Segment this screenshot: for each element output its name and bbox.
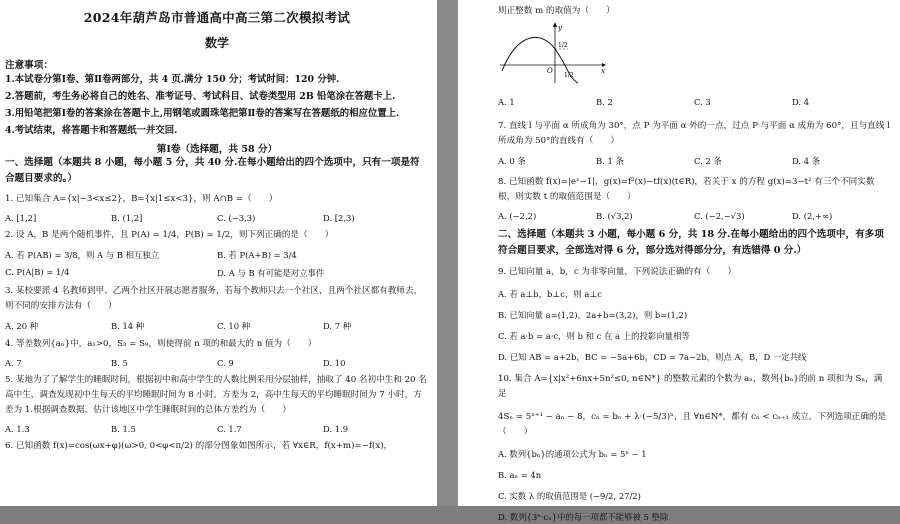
question-9: 9. 已知向量 a，b，c 为非零向量，下列说法正确的有（ ） <box>498 267 737 277</box>
q7-option-b: B. 1 条 <box>596 156 624 166</box>
q2-option-b: B. 若 P(A+B) = 3/4 <box>217 250 297 260</box>
y-axis-arrow <box>553 22 557 27</box>
page-left <box>0 0 437 506</box>
q4-option-b: B. 5 <box>111 358 128 368</box>
question-10-line-1: 10. 集合 A={x|x²+6nx+5n²≤0, n∈N*} 的整数元素的个数为 aₙ，数列{bₙ}的前 n 项和为 Sₙ，满足 <box>498 374 883 399</box>
q3-option-c: C. 10 种 <box>217 321 251 331</box>
y-half-label: 1/2 <box>558 42 568 49</box>
question-3-options <box>5 320 429 332</box>
q3-option-a: A. 20 种 <box>5 321 39 331</box>
q5-option-d: D. 1.9 <box>323 424 349 434</box>
question-7: 7. 直线 l 与平面 α 所成角为 30°，点 P 为平面 α 外的一点，过点 P 与平面 α 成角为 60°，且与直线 l 所成角为 50°的直线有（ ） <box>498 121 890 146</box>
notice-4: 4.考试结束，将答题卡和答题纸一并交回. <box>5 125 178 136</box>
x-half-label: 1/2 <box>564 72 574 79</box>
page-separator <box>437 0 458 506</box>
section1-heading: 一、选择题（本题共 8 小题，每小题 5 分，共 40 分.在每小题给出的四个选项中，只有一项是符合题目要求的。） <box>5 157 420 184</box>
exam-title: 2024年葫芦岛市普通高中高三第二次模拟考试 <box>83 10 351 25</box>
question-7-options <box>498 155 890 167</box>
q4-option-a: A. 7 <box>5 358 22 368</box>
question-4: 4. 等差数列{aₙ}中，a₁>0，S₃ = S₉，则使得前 n 项的和最大的 n 值为（ ） <box>5 339 317 349</box>
q9-option-d: D. 已知 AB = a+2b，BC = −5a+6b，CD = 7a−2b，则点 A，B，D 一定共线 <box>498 352 807 362</box>
cosine-graph-svg <box>498 21 608 87</box>
question-6-continued: 则正整数 m 的取值为（ ） <box>498 6 615 16</box>
q6-option-c: C. 3 <box>694 97 711 107</box>
q8-option-c: C. (−2,−√3) <box>694 211 745 221</box>
part1-heading: 第Ⅰ卷（选择题，共 58 分） <box>156 144 278 155</box>
question-6: 6. 已知函数 f(x)=cos(ωx+φ)(ω>0, 0<φ<π/2) 的部分图象如图所示，若 ∀x∈R，f(x+m)=−f(x)， <box>5 441 393 451</box>
question-8: 8. 已知函数 f(x)=|eˣ−1|，g(x)=f²(x)−tf(x)(t∈R)，若关于 x 的方程 g(x)=3−t² 有三个不同实数根，则实数 t 的取值范围是（ ） <box>498 177 875 202</box>
q5-option-c: C. 1.7 <box>217 424 242 434</box>
q3-option-d: D. 7 种 <box>323 321 352 331</box>
q2-option-a: A. 若 P(AB) = 3/8，则 A 与 B 相互独立 <box>5 250 160 260</box>
q6-option-d: D. 4 <box>792 97 810 107</box>
question-6-options <box>498 97 890 107</box>
question-3: 3. 某校要派 4 名教师到甲、乙两个社区开展志愿者服务，若每个教师只去一个社区，且两个社区都有教师去，则不同的安排方法有（ ） <box>5 286 423 311</box>
question-10-line-2: 4Sₙ = 5ⁿ⁺¹ − aₙ − 8，cₙ = bₙ + λ·(−5/3)ⁿ，且 ∀n∈N*，都有 cₙ < cₙ₊₁ 成立，下列选项正确的是（ ） <box>498 412 887 437</box>
x-axis-label: x <box>601 67 605 75</box>
q6-option-a: A. 1 <box>498 97 515 107</box>
q10-option-d: D. 数列{3ⁿ·cₙ}中的每一项都不能够被 5 整除 <box>498 512 669 522</box>
q5-option-a: A. 1.3 <box>5 424 30 434</box>
q8-option-d: D. (2,+∞) <box>792 211 833 221</box>
page-right <box>458 0 900 522</box>
q4-option-d: D. 10 <box>323 358 346 368</box>
question-5-options <box>5 424 429 434</box>
q4-option-c: C. 9 <box>217 358 234 368</box>
q10-option-b: B. aₙ = 4n <box>498 470 542 480</box>
q3-option-b: B. 14 种 <box>111 321 145 331</box>
q1-option-a: A. [1,2] <box>5 213 37 223</box>
q8-option-a: A. (−2,2) <box>498 211 537 221</box>
question-2: 2. 设 A，B 是两个随机事件，且 P(A) = 1/4，P(B) = 1/2，则下列正确的是（ ） <box>5 230 334 240</box>
q1-option-b: B. (1,2] <box>111 213 143 223</box>
q7-option-d: D. 4 条 <box>792 156 821 166</box>
y-axis-label: y <box>558 24 562 32</box>
q10-option-c: C. 实数 λ 的取值范围是 (−9/2, 27/2) <box>498 491 641 501</box>
notice-heading: 注意事项： <box>5 60 53 71</box>
question-8-options <box>498 211 890 221</box>
q7-option-a: A. 0 条 <box>498 156 526 166</box>
notice-3: 3.用铅笔把第Ⅰ卷的答案涂在答题卡上,用钢笔或圆珠笔把第Ⅱ卷的答案写在答题纸的相应位置上. <box>5 108 400 119</box>
q6-option-b: B. 2 <box>596 97 613 107</box>
q10-option-a: A. 数列{bₙ}的通项公式为 bₙ = 5ⁿ − 1 <box>498 449 647 459</box>
notice-1: 1.本试卷分第Ⅰ卷、第Ⅱ卷两部分，共 4 页.满分 150 分；考试时间：120 分钟. <box>5 74 340 85</box>
exam-subject: 数学 <box>204 36 229 50</box>
q1-option-c: C. (−3,3) <box>217 213 256 223</box>
question-2-options-ab <box>5 249 429 261</box>
question-4-options <box>5 358 429 368</box>
q2-option-d: D. A 与 B 有可能是对立事件 <box>217 268 325 278</box>
q5-option-b: B. 1.5 <box>111 424 136 434</box>
q7-option-c: C. 2 条 <box>694 156 722 166</box>
question-1-options <box>5 213 429 223</box>
q9-option-b: B. 已知向量 a=(1,2)，2a+b=(3,2)，则 b=(1,2) <box>498 310 688 320</box>
question-2-options-cd <box>5 267 429 279</box>
question-5: 5. 某地为了了解学生的睡眠时间，根据初中和高中学生的人数比例采用分层抽样，抽取了 40 名初中生和 20 名高中生，调查发现初中生每天的平均睡眠时间为 8 小时，方差为 2，高中生每天的平均睡眠时间为 7 小时，方差为 1.根据调查数据，估计该地区中学生睡眠时间的总体方差约为（ ） <box>5 375 427 415</box>
q9-option-a: A. 若 a⊥b，b⊥c，则 a⊥c <box>498 289 602 299</box>
origin-label: O <box>547 67 553 75</box>
q1-option-d: D. [2,3) <box>323 213 355 223</box>
notice-2: 2.答题前，考生务必将自己的姓名、准考证号、考试科目、试卷类型用 2B 铅笔涂在答题卡上. <box>5 91 396 102</box>
question-1: 1. 已知集合 A={x|−3<x≤2}，B={x|1≤x<3}，则 A∩B =（ ） <box>5 194 278 204</box>
q8-option-b: B. (√3,2) <box>596 211 633 221</box>
q2-option-c: C. P(A|B) = 1/4 <box>5 267 70 277</box>
section2-heading: 二、选择题（本题共 3 小题，每小题 6 分，共 18 分.在每小题给出的四个选项中，有多项符合题目要求，全部选对得 6 分，部分选对得部分分，有选错得 0 分.） <box>498 229 884 256</box>
cosine-graph <box>498 21 890 91</box>
q9-option-c: C. 若 a·b = a·c，则 b 和 c 在 a 上的投影向量相等 <box>498 331 690 341</box>
